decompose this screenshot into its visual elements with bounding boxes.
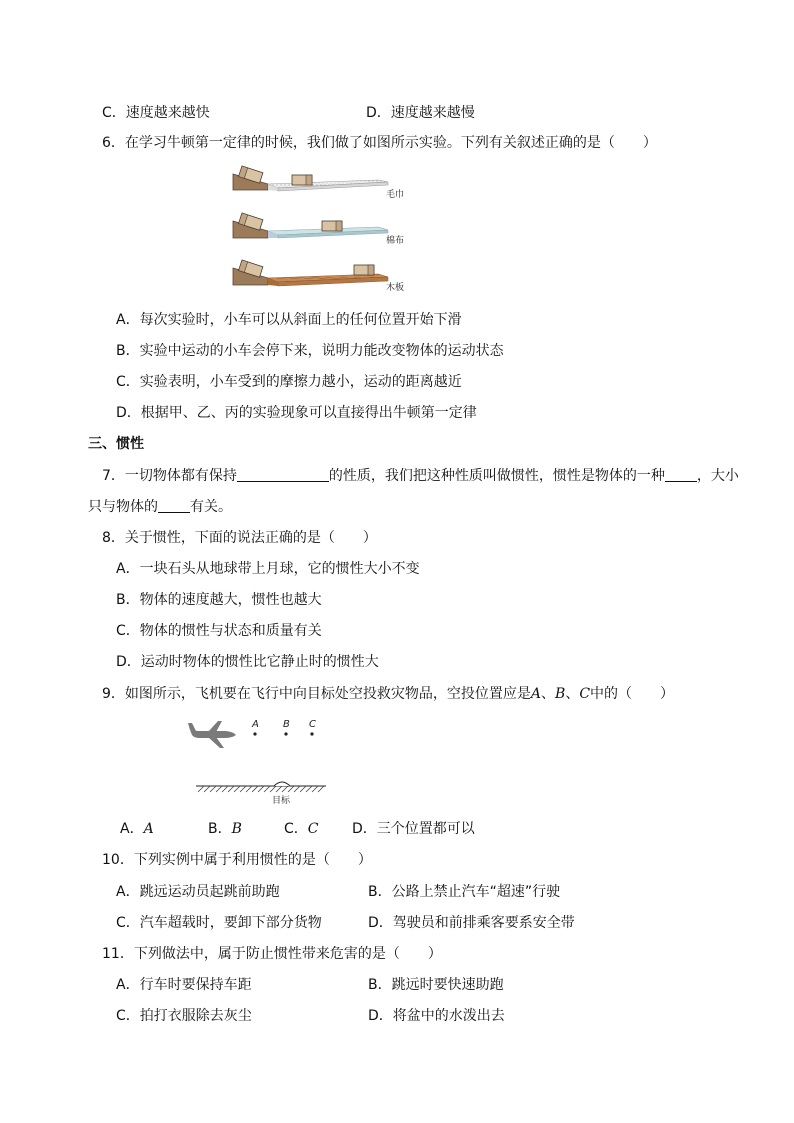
point-label-b: B	[283, 719, 290, 730]
q8-option-d: D．运动时物体的惯性比它静止时的惯性大	[116, 654, 379, 670]
q7-line1	[102, 466, 739, 486]
cart-icon	[322, 221, 342, 231]
q8-option-b: B．物体的速度越大，惯性也越大	[116, 592, 322, 608]
q9-option-c	[284, 819, 319, 839]
q10-option-a: A．跳远运动员起跳前助跑	[116, 884, 280, 900]
q8-option-a: A．一块石头从地球带上月球，它的惯性大小不变	[116, 561, 420, 577]
q9-stem	[102, 684, 674, 704]
section-title: 三、惯性	[88, 436, 144, 452]
q8-stem: 8．关于惯性，下面的说法正确的是（ ）	[102, 530, 377, 546]
q7-text: 只与物体的	[88, 499, 158, 515]
q6-stem: 6．在学习牛顿第一定律的时候，我们做了如图所示实验。下列有关叙述正确的是（ ）	[102, 135, 657, 151]
drop-point-c	[310, 732, 313, 735]
q7-text: ，大小	[696, 468, 739, 484]
q7-text: 7．一切物体都有保持	[102, 468, 237, 484]
option-prefix: A．	[120, 821, 144, 837]
ground-line	[196, 786, 326, 792]
q6-option-c: C．实验表明，小车受到的摩擦力越小，运动的距离越近	[116, 374, 462, 390]
q9-separator: 、	[565, 686, 580, 702]
label-towel: 毛巾	[386, 190, 405, 200]
q9-stem-text: 9．如图所示，飞机要在飞行中向目标处空投救灾物品，空投位置应是	[102, 686, 531, 702]
option-prefix: B．	[208, 821, 232, 837]
label-wood: 木板	[386, 283, 405, 293]
q11-stem: 11．下列做法中，属于防止惯性带来危害的是（ ）	[102, 946, 442, 962]
label-cotton: 棉布	[386, 236, 405, 246]
ramp-row-towel	[233, 166, 404, 200]
q7-blank-2[interactable]	[665, 467, 697, 482]
q6-ramp-experiment-figure	[228, 160, 418, 295]
option-prefix: C．	[284, 821, 308, 837]
q7-text: 有关。	[190, 499, 232, 515]
drop-point-b	[284, 732, 287, 735]
airplane-icon	[188, 721, 236, 748]
q9-var-a: A	[530, 686, 542, 702]
option-value: C	[307, 821, 319, 837]
cart-icon	[292, 175, 312, 185]
q11-option-d: D．将盆中的水泼出去	[368, 1008, 505, 1024]
q9-airplane-figure	[186, 712, 336, 808]
q10-option-d: D．驾驶员和前排乘客要系安全带	[368, 915, 575, 931]
q8-option-c: C．物体的惯性与状态和质量有关	[116, 623, 322, 639]
option-value: B	[231, 821, 242, 837]
q5-option-c: C．速度越来越快	[102, 105, 210, 121]
q7-text: 的性质，我们把这种性质叫做惯性，惯性是物体的一种	[328, 468, 665, 484]
q9-option-d: D．三个位置都可以	[352, 821, 475, 837]
option-value: A	[143, 821, 154, 837]
drop-point-a	[253, 732, 256, 735]
point-label-c: C	[309, 719, 316, 730]
q7-line2	[88, 497, 232, 517]
q11-option-c: C．拍打衣服除去灰尘	[116, 1008, 252, 1024]
q9-separator: 、	[541, 686, 556, 702]
q11-option-b: B．跳远时要快速助跑	[368, 977, 504, 993]
q6-option-a: A．每次实验时，小车可以从斜面上的任何位置开始下滑	[116, 312, 462, 328]
target-label: 目标	[272, 796, 291, 806]
q9-option-b	[208, 819, 242, 839]
target-marker	[274, 782, 290, 786]
q9-var-c: C	[579, 686, 591, 702]
q6-option-b: B．实验中运动的小车会停下来，说明力能改变物体的运动状态	[116, 343, 504, 359]
point-label-a: A	[252, 719, 259, 730]
q10-option-b: B．公路上禁止汽车“超速”行驶	[368, 884, 561, 900]
q7-blank-1[interactable]	[237, 467, 329, 482]
q10-option-c: C．汽车超载时，要卸下部分货物	[116, 915, 322, 931]
q7-blank-3[interactable]	[158, 498, 190, 513]
cart-icon	[354, 265, 374, 275]
q9-stem-text: 中的（ ）	[590, 686, 675, 702]
q9-var-b: B	[555, 686, 566, 702]
q10-stem: 10．下列实例中属于利用惯性的是（ ）	[102, 852, 372, 868]
ramp-row-wood	[233, 260, 404, 293]
q9-option-a	[120, 819, 154, 839]
ramp-row-cotton	[233, 213, 404, 246]
q11-option-a: A．行车时要保持车距	[116, 977, 252, 993]
q5-option-d: D．速度越来越慢	[366, 105, 475, 121]
q6-option-d: D．根据甲、乙、丙的实验现象可以直接得出牛顿第一定律	[116, 405, 477, 421]
